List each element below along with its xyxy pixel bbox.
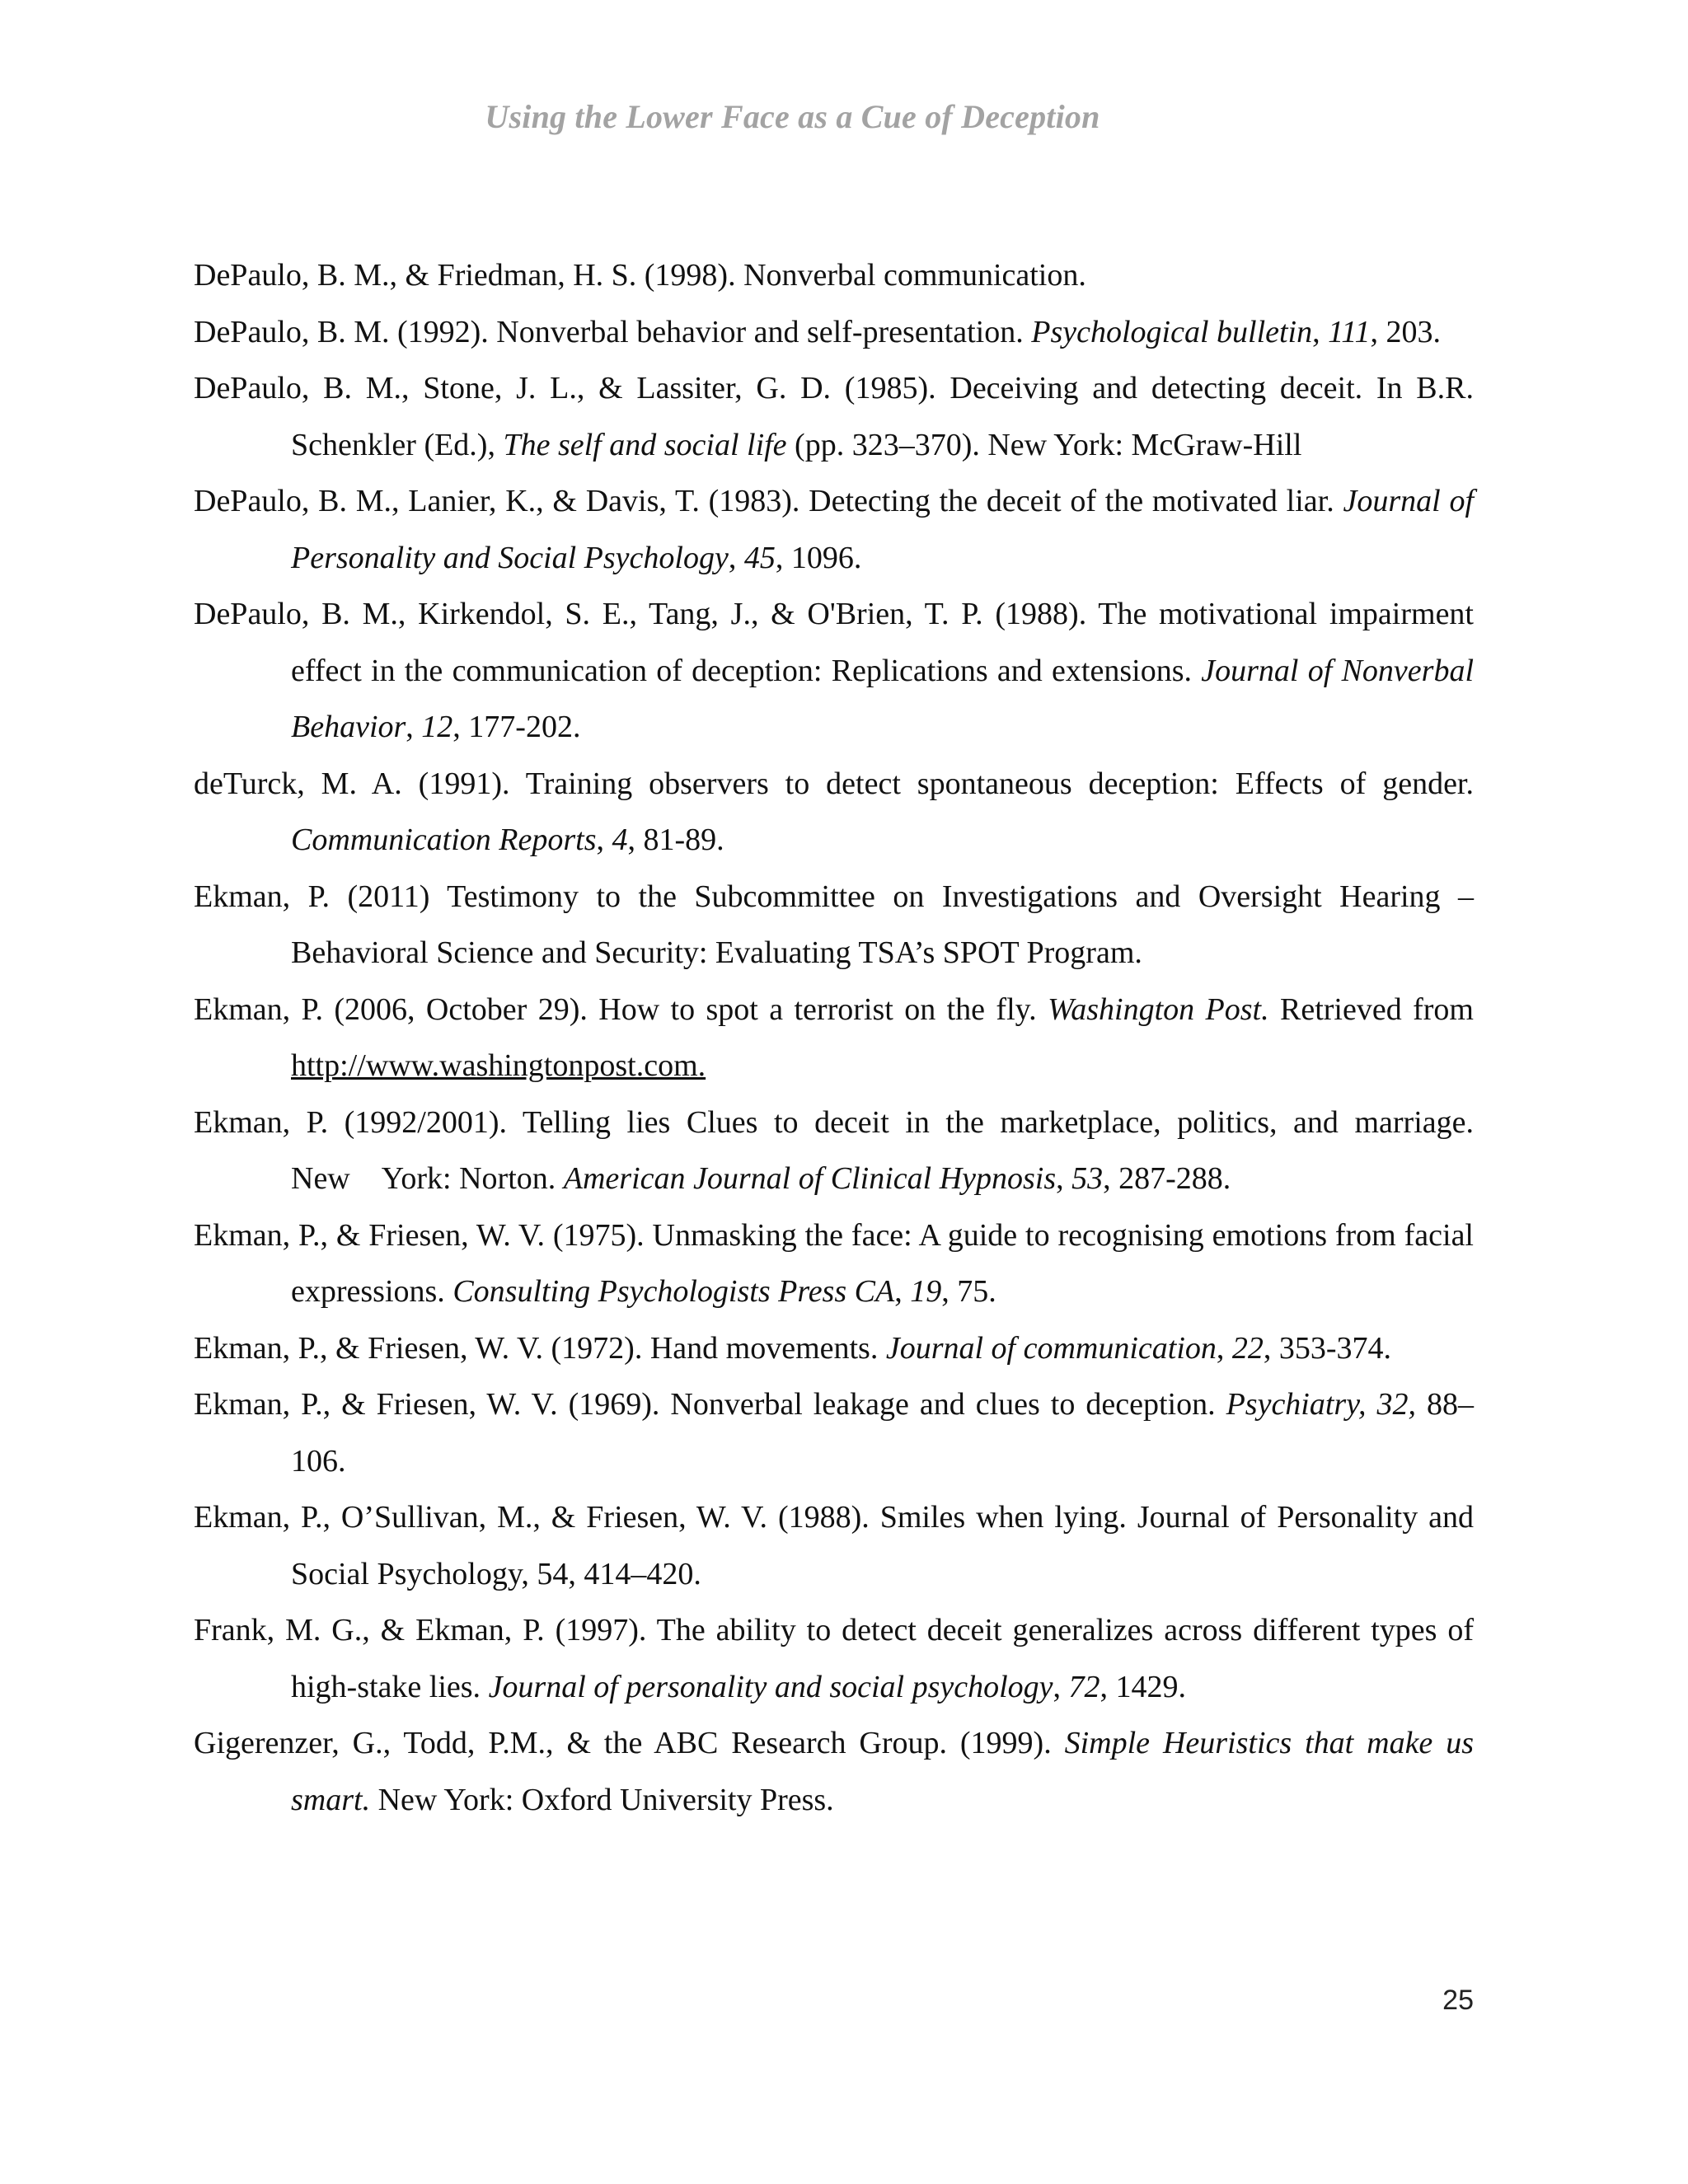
reference-entry-depaulo-1992: [194, 304, 1474, 361]
reference-text: (pp. 323–370). New York: McGraw-Hill: [786, 427, 1302, 462]
reference-entry-frank-ekman-1997: [194, 1602, 1474, 1715]
reference-text: , 81-89.: [627, 823, 724, 857]
reference-journal: Consulting Psychologists Press CA: [452, 1274, 895, 1309]
reference-text: Ekman, P. (2006, October 29). How to spot a terrorist on the fly.: [194, 991, 1048, 1027]
reference-journal: Journal of Personality and Social Psychology: [291, 484, 1475, 575]
reference-entry-depaulo-kirkendol-1988: [194, 586, 1474, 756]
reference-journal: Communication Reports: [291, 823, 597, 857]
reference-text: , 1429.: [1100, 1669, 1187, 1704]
reference-entry-ekman-osullivan-1988: [194, 1489, 1474, 1602]
reference-volume: 22: [1231, 1330, 1264, 1366]
reference-text: 88–106.: [291, 1387, 1475, 1479]
reference-list: [194, 247, 1474, 1828]
reference-text: , 353-374.: [1263, 1330, 1392, 1366]
reference-text: Ekman, P. (1992/2001). Telling lies Clues to deceit in the marketplace, politics, and marriage. New York: Norton.: [194, 1104, 1474, 1196]
reference-volume: 72: [1068, 1669, 1100, 1704]
washington-post-link[interactable]: http://www.washingtonpost.com.: [291, 1048, 706, 1083]
reference-journal: Psychological bulletin: [1031, 314, 1313, 349]
reference-entry-ekman-friesen-1972: [194, 1320, 1474, 1377]
reference-text: Retrieved from: [1268, 991, 1474, 1027]
reference-text: Frank, M. G., & Ekman, P. (1997). The ability to detect deceit generalizes across different types of high-stake lies.: [194, 1613, 1474, 1704]
reference-text: Ekman, P., & Friesen, W. V. (1975). Unmasking the face: A guide to recognising emotions from facial expressions.: [194, 1217, 1474, 1309]
reference-text: ,: [596, 823, 612, 857]
reference-journal: Psychiatry, 32,: [1226, 1387, 1416, 1422]
reference-entry-depaulo-lanier-1983: [194, 473, 1474, 586]
reference-text: Ekman, P. (2011) Testimony to the Subcommittee on Investigations and Oversight Hearing – Behavioral Science and Security: Evaluating TSA’s SPOT Program.: [194, 879, 1474, 970]
reference-text: , 75.: [941, 1274, 996, 1309]
reference-book-title: Simple Heuristics that make us smart.: [291, 1726, 1475, 1817]
reference-text: Gigerenzer, G., Todd, P.M., & the ABC Research Group. (1999).: [194, 1726, 1065, 1760]
reference-entry-depaulo-stone-1985: [194, 360, 1474, 473]
reference-text: , 203.: [1370, 314, 1441, 349]
reference-book-title: The self and social life: [503, 427, 787, 462]
reference-text: Ekman, P., & Friesen, W. V. (1969). Nonverbal leakage and clues to deception.: [194, 1387, 1226, 1422]
reference-volume: 53: [1071, 1161, 1104, 1196]
reference-entry-ekman-2011: [194, 869, 1474, 982]
reference-journal: Journal of Nonverbal Behavior: [291, 653, 1474, 744]
reference-journal: American Journal of Clinical Hypnosis: [563, 1161, 1057, 1196]
reference-entry-gigerenzer-1999: [194, 1715, 1474, 1828]
reference-text: New York: Oxford University Press.: [370, 1782, 834, 1817]
reference-text: ,: [1216, 1330, 1232, 1366]
reference-volume: 12: [421, 710, 453, 744]
reference-volume: 4: [612, 823, 628, 857]
reference-journal: Washington Post.: [1048, 991, 1269, 1027]
reference-text: DePaulo, B. M., Stone, J. L., & Lassiter, G. D. (1985). Deceiving and detecting deceit. In B.R. Schenkler (Ed.),: [194, 371, 1474, 462]
running-header-title: Using the Lower Face as a Cue of Deception: [485, 98, 1100, 135]
reference-text: Ekman, P., & Friesen, W. V. (1972). Hand movements.: [194, 1330, 886, 1366]
reference-text: ,: [406, 710, 422, 744]
reference-entry-ekman-friesen-1975: [194, 1207, 1474, 1320]
reference-text: ,: [1056, 1161, 1072, 1196]
page-number: 25: [1442, 1985, 1474, 2016]
reference-text: ,: [894, 1274, 911, 1309]
reference-text: DePaulo, B. M., Kirkendol, S. E., Tang, J., & O'Brien, T. P. (1988). The motivational impairment effect in the communication of deception: Replications and extensions.: [194, 597, 1474, 688]
reference-entry-ekman-friesen-1969: [194, 1376, 1474, 1489]
reference-text: DePaulo, B. M. (1992). Nonverbal behavior and self-presentation.: [194, 314, 1032, 349]
reference-text: DePaulo, B. M., Lanier, K., & Davis, T. (1983). Detecting the deceit of the motivated liar.: [194, 484, 1343, 518]
reference-text: ,: [728, 540, 744, 575]
reference-entry-deturck-1991: [194, 756, 1474, 869]
reference-journal: Journal of communication: [885, 1330, 1217, 1366]
reference-text: ,: [1053, 1669, 1069, 1704]
reference-text: , 287-288.: [1103, 1161, 1231, 1196]
reference-text: ,: [1312, 314, 1329, 349]
reference-entry-ekman-1992: [194, 1094, 1474, 1207]
reference-text: , 177-202.: [452, 710, 581, 744]
reference-text: deTurck, M. A. (1991). Training observers to detect spontaneous deception: Effects of gender.: [194, 766, 1474, 801]
reference-text: , 1096.: [775, 540, 862, 575]
reference-entry-ekman-2006: [194, 982, 1474, 1094]
reference-volume: 111: [1328, 314, 1371, 349]
reference-journal: Journal of personality and social psychology: [488, 1669, 1053, 1704]
reference-volume: 19: [910, 1274, 942, 1309]
reference-volume: 45: [743, 540, 776, 575]
reference-text: DePaulo, B. M., & Friedman, H. S. (1998). Nonverbal communication.: [194, 258, 1086, 293]
reference-text: Ekman, P., O’Sullivan, M., & Friesen, W. V. (1988). Smiles when lying. Journal of Personality and Social Psychology, 54, 414–420.: [194, 1500, 1474, 1591]
reference-entry-depaulo-friedman-1998: [194, 247, 1474, 304]
